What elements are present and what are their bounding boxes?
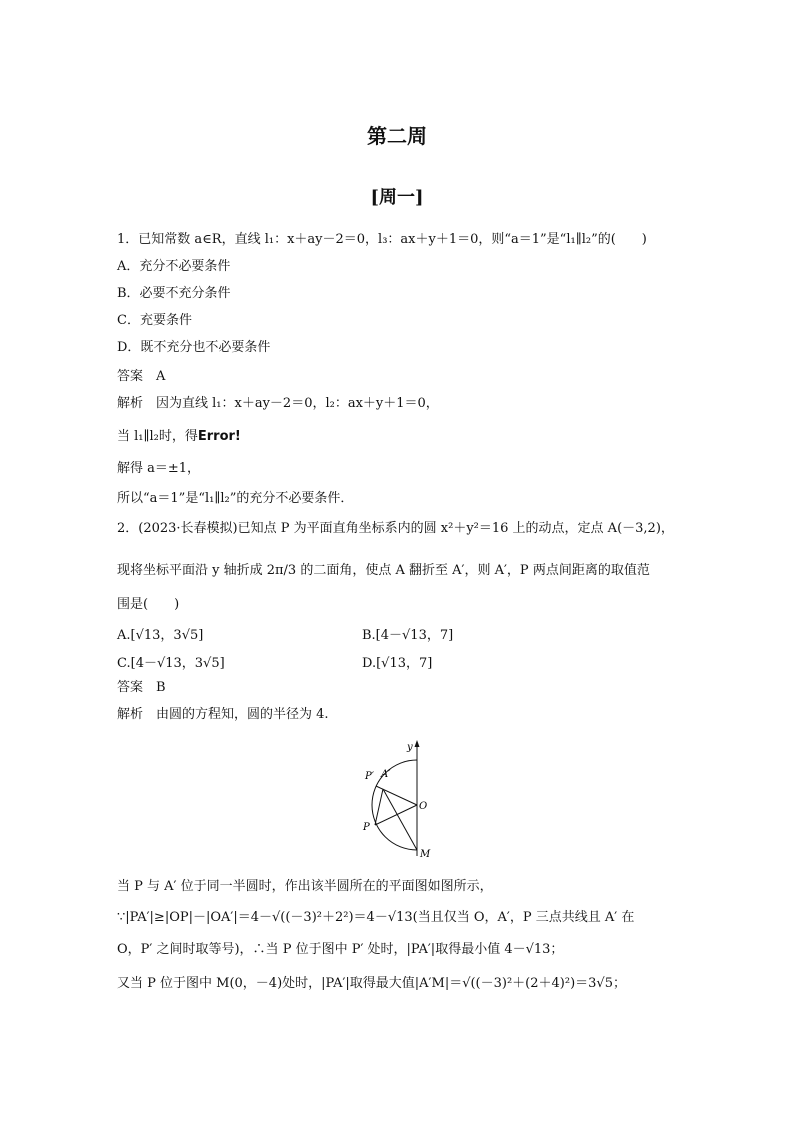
half-circle [372, 760, 417, 850]
q2-stem-1: 2．(2023·长春模拟)已知点 P 为平面直角坐标系内的圆 x²＋y²＝16 上的动点，定点 A(－3,2)， [117, 521, 674, 536]
segment-p-o [375, 805, 417, 825]
q1-analysis-4: 所以“a＝1”是“l₁∥l₂”的充分不必要条件． [117, 491, 354, 506]
q2-answer: 答案 B [117, 680, 166, 695]
q1-analysis-2-text: 当 l₁∥l₂时，得 [117, 429, 198, 444]
q2-stem-3: 围是( ) [117, 597, 180, 612]
segment-a-prime-m [383, 789, 417, 850]
q1-analysis-2 [117, 428, 241, 446]
q1-option-a: A．充分不必要条件 [117, 259, 231, 274]
q1-option-b: B．必要不充分条件 [117, 286, 231, 301]
fold-diagram [355, 738, 445, 863]
q1-answer: 答案 A [117, 369, 166, 384]
error-text: Error! [197, 429, 241, 444]
segment-a-prime-p [375, 789, 383, 825]
q2-option-a: A.[√13，3√5] [117, 628, 204, 643]
q1-option-c: C．充要条件 [117, 313, 192, 328]
q2-option-b: B.[4－√13，7] [362, 628, 454, 643]
label-o: O [419, 801, 428, 812]
q2-option-d: D.[√13，7] [362, 656, 433, 671]
q2-analysis-2: 当 P 与 A′ 位于同一半圆时，作出该半圆所在的平面图如图所示， [117, 879, 493, 894]
q2-analysis-4: O，P′ 之间时取等号)，∴当 P 位于图中 P′ 处时，|PA′|取得最小值 4－√13； [117, 942, 564, 957]
day-subtitle: [周一] [370, 187, 424, 208]
label-a-prime: A′ [381, 769, 391, 780]
q2-analysis-3: ∵|PA′|≥|OP|－|OA′|＝4－√((－3)²＋2²)＝4－√13(当且仅当 O，A′，P 三点共线且 A′ 在 [117, 910, 635, 925]
label-p-prime: P′ [365, 771, 374, 782]
q1-option-d: D．既不充分也不必要条件 [117, 340, 271, 355]
q1-analysis-3: 解得 a＝±1， [117, 461, 201, 476]
q2-stem-2: 现将坐标平面沿 y 轴折成 2π/3 的二面角，使点 A 翻折至 A′，则 A′，P 两点间距离的取值范 [117, 563, 650, 578]
segment-p-prime-o [376, 786, 417, 805]
q2-analysis-1: 解析 由圆的方程知，圆的半径为 4. [117, 707, 329, 722]
label-y: y [407, 742, 413, 753]
q1-analysis-1: 解析 因为直线 l₁：x＋ay－2＝0，l₂：ax＋y＋1＝0， [117, 396, 439, 411]
label-m: M [420, 849, 431, 860]
q2-analysis-5: 又当 P 位于图中 M(0，－4)处时，|PA′|取得最大值|A′M|＝√((－3)²＋(2＋4)²)＝3√5； [117, 976, 626, 991]
q1-stem: 1．已知常数 a∈R，直线 l₁：x＋ay－2＝0，l₃：ax＋y＋1＝0，则“a＝1”是“l₁∥l₂”的( ) [117, 232, 647, 247]
label-p: P [363, 822, 370, 833]
y-axis-arrow [415, 740, 420, 747]
page-title: 第二周 [367, 124, 427, 148]
q2-option-c: C.[4－√13，3√5] [117, 656, 225, 671]
